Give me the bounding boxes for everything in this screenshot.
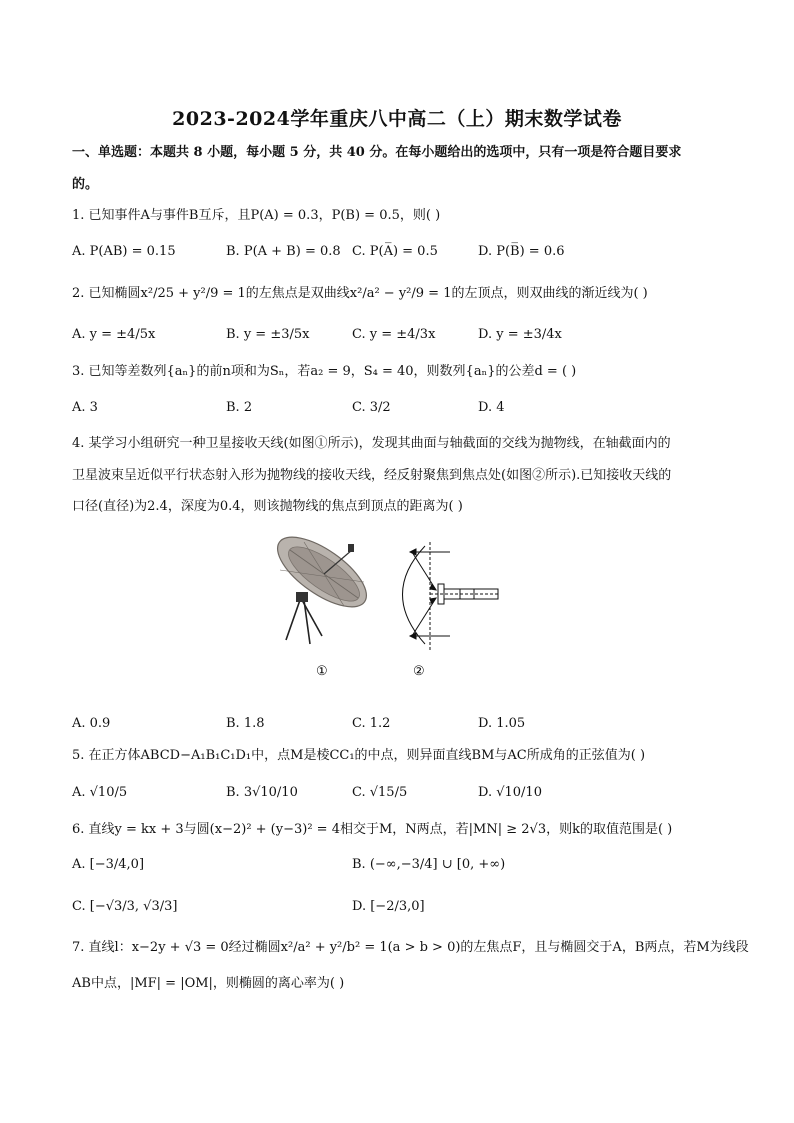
q5-option-c: C. √15/5 <box>352 785 408 800</box>
q1-option-d: D. P(B̅) = 0.6 <box>478 244 565 259</box>
q4-stem-line1: 4. 某学习小组研究一种卫星接收天线(如图①所示)，发现其曲面与轴截面的交线为抛物线，在轴截面内的 <box>72 436 671 451</box>
q1-option-c: C. P(A̅) = 0.5 <box>352 244 438 259</box>
q4-option-d: D. 1.05 <box>478 716 526 731</box>
q5-option-a: A. √10/5 <box>72 785 128 800</box>
q5-stem: 5. 在正方体ABCD−A₁B₁C₁D₁中，点M是棱CC₁的中点，则异面直线BM与AC所成角的正弦值为( ) <box>72 748 646 763</box>
q4-stem-line3: 口径(直径)为2.4，深度为0.4，则该抛物线的焦点到顶点的距离为( ) <box>72 499 463 514</box>
q2-option-c: C. y = ±4/3x <box>352 327 436 342</box>
q6-option-c: C. [−√3/3, √3/3] <box>72 899 178 914</box>
q1-option-a: A. P(AB) = 0.15 <box>72 244 176 259</box>
fig2-label: ② <box>413 664 425 679</box>
q2-stem: 2. 已知椭圆x²/25 + y²/9 = 1的左焦点是双曲线x²/a² − y²/9 = 1的左顶点，则双曲线的渐近线为( ) <box>72 286 648 301</box>
q4-option-c: C. 1.2 <box>352 716 391 731</box>
section-heading-line1: 一、单选题：本题共 8 小题，每小题 5 分，共 40 分。在每小题给出的选项中，只有一项是符合题目要求 <box>72 145 682 160</box>
q3-option-c: C. 3/2 <box>352 400 391 415</box>
q1-stem: 1. 已知事件A与事件B互斥，且P(A) = 0.3，P(B) = 0.5，则( ) <box>72 208 441 223</box>
q2-option-b: B. y = ±3/5x <box>226 327 310 342</box>
page-title: 2023-2024学年重庆八中高二（上）期末数学试卷 <box>172 108 622 130</box>
q2-option-d: D. y = ±3/4x <box>478 327 562 342</box>
satellite-dish-illustration <box>267 532 377 644</box>
q5-option-b: B. 3√10/10 <box>226 785 298 800</box>
q4-stem-line2: 卫星波束呈近似平行状态射入形为抛物线的接收天线，经反射聚焦到焦点处(如图②所示).已知接收天线的 <box>72 468 672 483</box>
q6-stem: 6. 直线y = kx + 3与圆(x−2)² + (y−3)² = 4相交于M，N两点，若|MN| ≥ 2√3，则k的取值范围是( ) <box>72 822 673 837</box>
parabola-diagram <box>403 542 501 652</box>
q4-option-b: B. 1.8 <box>226 716 265 731</box>
q3-stem: 3. 已知等差数列{aₙ}的前n项和为Sₙ，若a₂ = 9，S₄ = 40，则数列{aₙ}的公差d = ( ) <box>72 364 577 379</box>
section-heading-line2: 的。 <box>72 177 99 192</box>
q6-option-a: A. [−3/4,0] <box>72 857 145 872</box>
q4-figure <box>260 532 530 682</box>
fig1-label: ① <box>316 664 328 679</box>
q7-stem-line1: 7. 直线l：x−2y + √3 = 0经过椭圆x²/a² + y²/b² = 1(a > b > 0)的左焦点F，且与椭圆交于A，B两点，若M为线段 <box>72 940 749 955</box>
q2-option-a: A. y = ±4/5x <box>72 327 156 342</box>
q6-option-d: D. [−2/3,0] <box>352 899 425 914</box>
q3-option-b: B. 2 <box>226 400 253 415</box>
q3-option-a: A. 3 <box>72 400 98 415</box>
q1-option-b: B. P(A + B) = 0.8 <box>226 244 341 259</box>
q4-figure-svg <box>260 532 530 682</box>
q4-option-a: A. 0.9 <box>72 716 111 731</box>
q3-option-d: D. 4 <box>478 400 505 415</box>
q5-option-d: D. √10/10 <box>478 785 542 800</box>
q6-option-b: B. (−∞,−3/4] ∪ [0, +∞) <box>352 857 506 872</box>
q7-stem-line2: AB中点，|MF| = |OM|，则椭圆的离心率为( ) <box>72 976 345 991</box>
